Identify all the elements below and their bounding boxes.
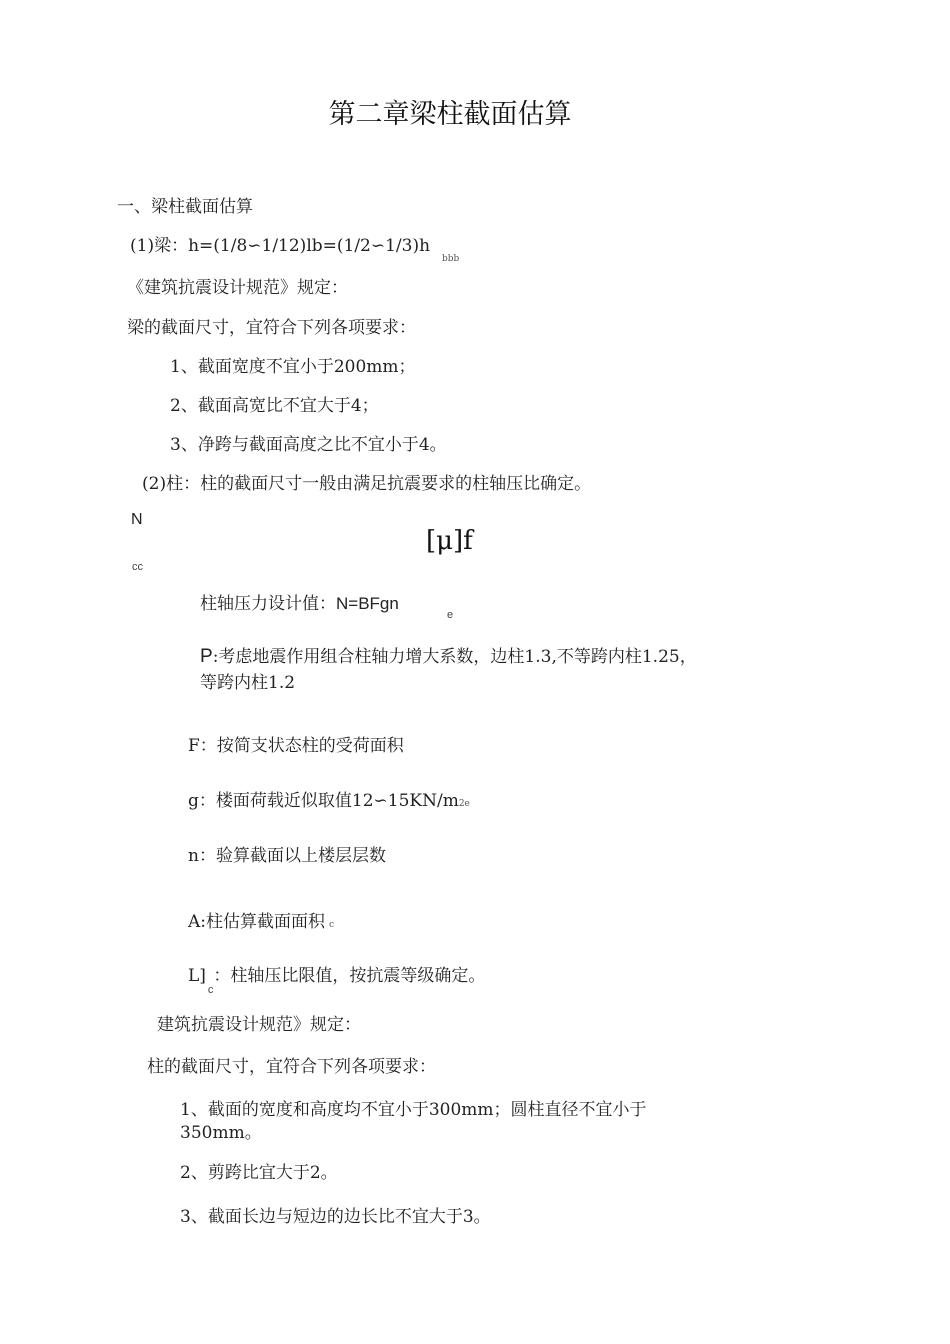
formula-text: [μ]f — [426, 526, 473, 556]
p-definition-continued: 等跨内柱1.2 — [200, 673, 296, 693]
a-text: A:柱估算截面面积 — [188, 912, 326, 932]
beam-formula-subscript: bbb — [442, 254, 460, 264]
g-subscript: 2e — [458, 799, 470, 809]
g-text: g：楼面荷载近似取值12∽15KN/m — [188, 791, 459, 811]
cc-subscript: cc — [132, 561, 143, 573]
n-symbol: N — [131, 511, 143, 528]
column-requirement: 2、剪跨比宜大于2。 — [180, 1163, 338, 1183]
beam-requirements-intro: 梁的截面尺寸，宜符合下列各项要求： — [127, 318, 416, 338]
column-requirement-continued: 350mm。 — [180, 1123, 262, 1143]
formula-symbol — [426, 526, 473, 556]
column-requirement: 3、截面长边与短边的边长比不宜大于3。 — [180, 1207, 491, 1227]
l-definition — [188, 961, 486, 996]
n-definition: n：验算截面以上楼层层数 — [188, 846, 386, 866]
p-symbol: P — [200, 646, 213, 667]
beam-requirement: 2、截面高宽比不宜大于4； — [170, 396, 379, 416]
l-subscript: c — [207, 984, 214, 996]
column-requirements-intro: 柱的截面尺寸，宜符合下列各项要求： — [147, 1057, 436, 1077]
code-reference: 《建筑抗震设计规范》规定： — [127, 278, 348, 298]
beam-requirement: 1、截面宽度不宜小于200mm； — [170, 357, 416, 377]
beam-formula: (1)梁：h=(1/8∽1/12)lb=(1/2∽1/3)h — [130, 236, 431, 256]
beam-requirement: 3、净跨与截面高度之比不宜小于4。 — [170, 435, 447, 455]
code-reference-2: 建筑抗震设计规范》规定： — [157, 1015, 361, 1035]
a-definition — [188, 907, 334, 932]
page-title: 第二章梁柱截面估算 — [328, 99, 572, 130]
a-subscript: c — [329, 920, 335, 930]
section-heading: 一、梁柱截面估算 — [117, 197, 253, 217]
p-text: :考虑地震作用组合柱轴力增大系数，边柱1.3,不等跨内柱1.25， — [212, 647, 697, 667]
p-definition — [200, 642, 697, 668]
axial-force-label: 柱轴压力设计值： — [200, 594, 336, 614]
g-definition — [188, 786, 470, 811]
axial-force-definition — [200, 589, 399, 614]
column-requirement: 1、截面的宽度和高度均不宜小于300mm；圆柱直径不宜小于 — [180, 1100, 647, 1120]
axial-force-subscript: e — [447, 609, 454, 621]
column-intro: (2)柱：柱的截面尺寸一般由满足抗震要求的柱轴压比确定。 — [142, 474, 592, 494]
f-definition: F：按简支状态柱的受荷面积 — [188, 736, 404, 756]
axial-force-formula: N=BFgn — [336, 594, 399, 613]
l-text: ：柱轴压比限值，按抗震等级确定。 — [213, 966, 486, 986]
l-symbol: L] — [188, 966, 206, 986]
